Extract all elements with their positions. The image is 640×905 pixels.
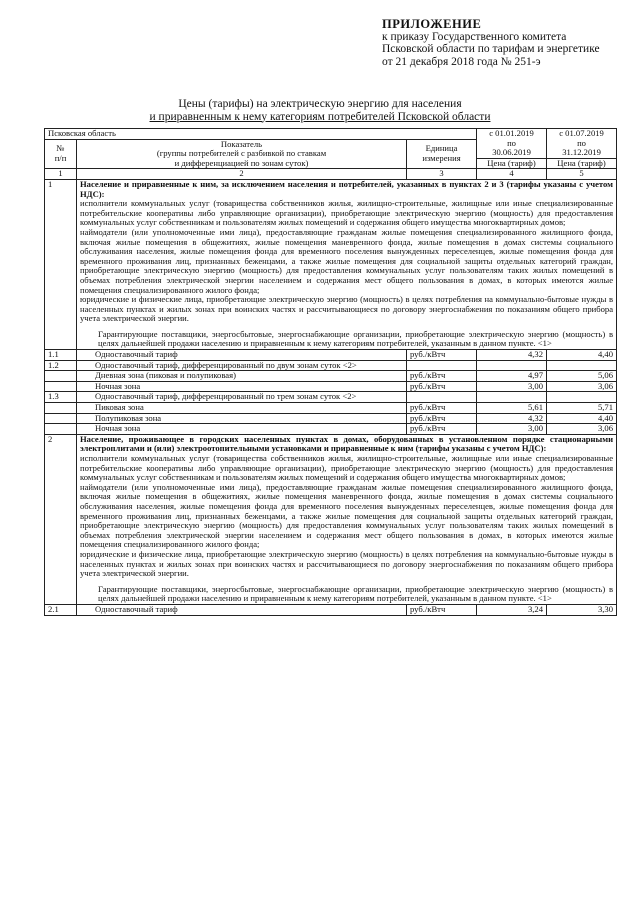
- num-header: № п/п: [45, 139, 77, 169]
- colnum-3: 3: [407, 169, 477, 180]
- row-unit: [407, 392, 477, 403]
- table-row: [45, 403, 617, 414]
- table-row: [45, 424, 617, 435]
- tariff-table: [44, 128, 617, 616]
- unit-header: Единица измерения: [407, 139, 477, 169]
- row-value-2: 4,40: [547, 350, 617, 361]
- section1-p3: юридические и физические лица, приобретающие электрическую энергию (мощность) в целях потребления на коммунально-бытовые нужды в населенных пунктах и жилых зонах при воинских частях и рассчитывающиеся по договору энергоснабжения по показаниям общего прибора учета электрической энергии.: [80, 294, 614, 324]
- row-unit: руб./кВтч: [407, 381, 477, 392]
- row-value-2: [547, 360, 617, 371]
- row-value-1: 4,32: [477, 350, 547, 361]
- row-value-1: 3,00: [477, 381, 547, 392]
- table-row: [45, 604, 617, 615]
- row-label: Одноставочный тариф, дифференцированный по двум зонам суток <2>: [77, 360, 407, 371]
- table-row: [45, 350, 617, 361]
- column-numbers-row: [45, 169, 617, 180]
- row-num: [45, 403, 77, 414]
- row-num: 2.1: [45, 604, 77, 615]
- row-value-1: 3,24: [477, 604, 547, 615]
- section1-text: [77, 179, 617, 349]
- table-row: [45, 360, 617, 371]
- region-cell: Псковская область: [45, 129, 477, 140]
- row-label: Одноставочный тариф: [77, 604, 407, 615]
- row-label: Ночная зона: [77, 381, 407, 392]
- row-label: Полупиковая зона: [77, 413, 407, 424]
- period2-header: с 01.07.2019 по 31.12.2019: [547, 129, 617, 159]
- section2-text: [77, 434, 617, 604]
- document-title: [0, 98, 640, 123]
- row-unit: руб./кВтч: [407, 604, 477, 615]
- row-label: Одноставочный тариф, дифференцированный по трем зонам суток <2>: [77, 392, 407, 403]
- row-value-2: 3,06: [547, 381, 617, 392]
- appendix-line3: от 21 декабря 2018 года № 251-э: [382, 55, 541, 68]
- section1-p1: исполнители коммунальных услуг (товарищества собственников жилья, жилищно-строительные, жилищные или иные специализированные потребительские кооперативы либо управляющие организации), приобретающие электрическую энергию (мощность) для предоставления коммунальных услуг собственникам и пользователям жилых помещений и содержания общего имущества многоквартирных домов;: [80, 198, 614, 228]
- row-value-1: [477, 392, 547, 403]
- row-unit: руб./кВтч: [407, 413, 477, 424]
- row-unit: руб./кВтч: [407, 424, 477, 435]
- row-unit: руб./кВтч: [407, 371, 477, 382]
- section1-row: [45, 179, 617, 349]
- section2-title: Население, проживающее в городских населенных пунктах в домах, оборудованных в установленном порядке стационарными электроплитами и (или) электроотопительными установками и приравненные к ним (тарифы указаны с учетом НДС):: [80, 433, 614, 454]
- row-value-1: 3,00: [477, 424, 547, 435]
- section1-title: Население и приравненные к ним, за исключением населения и потребителей, указанных в пунктах 2 и 3 (тарифы указаны с учетом НДС):: [80, 178, 614, 199]
- row-value-1: 4,32: [477, 413, 547, 424]
- title-line2: и приравненным к нему категориям потребителей Псковской области: [149, 110, 491, 123]
- colnum-1: 1: [45, 169, 77, 180]
- row-value-2: 5,71: [547, 403, 617, 414]
- row-label: Дневная зона (пиковая и полупиковая): [77, 371, 407, 382]
- row-num: 1.2: [45, 360, 77, 371]
- colnum-2: 2: [77, 169, 407, 180]
- appendix-block: [382, 18, 600, 68]
- colnum-4: 4: [477, 169, 547, 180]
- section2-num: 2: [45, 434, 77, 604]
- row-num: 1.1: [45, 350, 77, 361]
- row-value-2: 5,06: [547, 371, 617, 382]
- title-line1: Цены (тарифы) на электрическую энергию для населения: [178, 98, 462, 110]
- table-row: [45, 371, 617, 382]
- section2-p3: юридические и физические лица, приобретающие электрическую энергию (мощность) в целях потребления на коммунально-бытовые нужды в населенных пунктах и жилых зонах при воинских частях и рассчитывающиеся по договору энергоснабжения по показаниям общего прибора учета электрической энергии.: [80, 548, 614, 579]
- row-num: [45, 371, 77, 382]
- row-label: Ночная зона: [77, 424, 407, 435]
- row-value-2: 3,30: [547, 604, 617, 615]
- table-row: [45, 381, 617, 392]
- section2-row: [45, 434, 617, 604]
- table-row: [45, 392, 617, 403]
- section2-p4: Гарантирующие поставщики, энергосбытовые, энергоснабжающие организации, приобретающие электрическую энергию (мощность) в целях дальнейшей продажи населению и приравненным к нему категориям потребителей, указанным в данном пункте. <1>: [98, 583, 614, 604]
- section2-p1: исполнители коммунальных услуг (товарищества собственников жилья, жилищно-строительные, жилищные или иные специализированные потребительские кооперативы либо управляющие организации), приобретающие электрическую энергию (мощность) для предоставления коммунальных услуг собственникам и пользователям жилых помещений и содержания общего имущества многоквартирных домов;: [80, 453, 614, 483]
- row-value-1: [477, 360, 547, 371]
- price-header-1: Цена (тариф): [477, 158, 547, 169]
- row-value-1: 5,61: [477, 403, 547, 414]
- appendix-line2: Псковской области по тарифам и энергетике: [382, 43, 600, 55]
- row-num: [45, 424, 77, 435]
- row-unit: руб./кВтч: [407, 403, 477, 414]
- row-num: [45, 413, 77, 424]
- row-value-2: [547, 392, 617, 403]
- row-label: Одноставочный тариф: [77, 350, 407, 361]
- colnum-5: 5: [547, 169, 617, 180]
- section1-p2: наймодатели (или уполномоченные ими лица), предоставляющие гражданам жилые помещения специализированного жилищного фонда, включая жилые помещения в общежитиях, жилые помещения маневренного фонда, жилые помещения в домах системы социального обслуживания населения, жилые помещения фонда для временного поселения вынужденных переселенцев, жилые помещения фонда для временного проживания лиц, признанных беженцами, а также жилые помещения для социальной защиты отдельных категорий граждан, приобретающие электрическую энергию (мощность) для предоставления коммунальных услуг пользователям таких жилых помещений в объемах потребления электрической энергии населением и содержания мест общего пользования в домах, в которых имеются жилые помещения специализированного жилого фонда;: [80, 226, 614, 295]
- row-label: Пиковая зона: [77, 403, 407, 414]
- section1-p4: Гарантирующие поставщики, энергосбытовые, энергоснабжающие организации, приобретающие электрическую энергию (мощность) в целях дальнейшей продажи населению и приравненным к нему категориям потребителей, указанным в данном пункте. <1>: [98, 328, 614, 349]
- row-value-1: 4,97: [477, 371, 547, 382]
- row-value-2: 4,40: [547, 413, 617, 424]
- period1-header: с 01.01.2019 по 30.06.2019: [477, 129, 547, 159]
- table-row: [45, 413, 617, 424]
- appendix-heading: ПРИЛОЖЕНИЕ: [382, 17, 482, 31]
- row-unit: [407, 360, 477, 371]
- row-unit: руб./кВтч: [407, 350, 477, 361]
- price-header-2: Цена (тариф): [547, 158, 617, 169]
- row-num: [45, 381, 77, 392]
- row-value-2: 3,06: [547, 424, 617, 435]
- row-num: 1.3: [45, 392, 77, 403]
- section1-num: 1: [45, 179, 77, 349]
- region-row: [45, 129, 617, 140]
- indicator-header: Показатель (группы потребителей с разбивкой по ставкам и дифференциацией по зонам суток): [77, 139, 407, 169]
- section2-p2: наймодатели (или уполномоченные ими лица), предоставляющие гражданам жилые помещения специализированного жилищного фонда, включая жилые помещения в общежитиях, жилые помещения маневренного фонда, жилые помещения в домах системы социального обслуживания населения, жилые помещения фонда для временного поселения вынужденных переселенцев, жилые помещения фонда для временного проживания лиц, признанных беженцами, а также жилые помещения для социальной защиты отдельных категорий граждан, приобретающие электрическую энергию (мощность) для предоставления коммунальных услуг пользователям таких жилых помещений в объемах потребления электрической энергии населением и содержания мест общего пользования в домах, в которых имеются жилые помещения специализированного жилого фонда;: [80, 481, 614, 550]
- appendix-line1: к приказу Государственного комитета: [382, 30, 567, 43]
